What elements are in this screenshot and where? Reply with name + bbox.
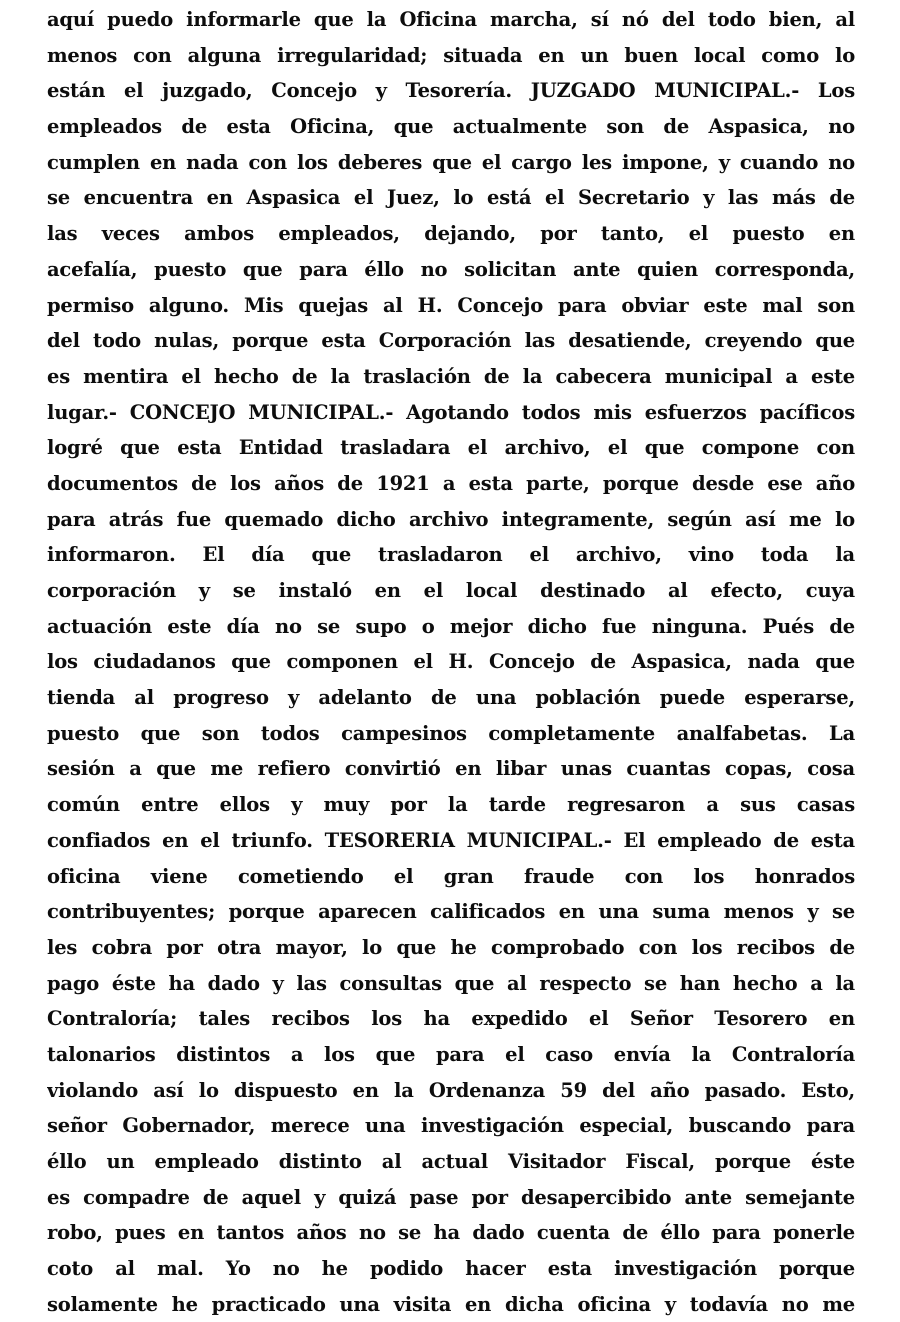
text-line: común entre ellos y muy por la tarde regresaron a sus casas	[47, 793, 855, 817]
text-line: cumplen en nada con los deberes que el cargo les impone, y cuando no	[47, 150, 855, 174]
text-line: permiso alguno. Mis quejas al H. Concejo para obviar este mal son	[47, 293, 855, 317]
text-line: confiados en el triunfo. TESORERIA MUNICIPAL.- El empleado de esta	[47, 828, 855, 852]
document-body	[47, 2, 855, 1322]
text-line: menos con alguna irregularidad; situada en un buen local como lo	[47, 43, 855, 67]
text-line: están el juzgado, Concejo y Tesorería. JUZGADO MUNICIPAL.- Los	[47, 79, 855, 103]
text-line: las veces ambos empleados, dejando, por tanto, el puesto en	[47, 222, 855, 246]
text-line: corporación y se instaló en el local destinado al efecto, cuya	[47, 579, 855, 602]
text-line: solamente he practicado una visita en dicha oficina y todavía no me	[47, 1292, 855, 1316]
text-line: logré que esta Entidad trasladara el archivo, el que compone con	[47, 436, 855, 460]
text-line: coto al mal. Yo no he podido hacer esta investigación porque	[47, 1257, 855, 1281]
text-line: talonarios distintos a los que para el caso envía la Contraloría	[47, 1042, 855, 1066]
text-line: aquí puedo informarle que la Oficina marcha, sí nó del todo bien, al	[47, 8, 855, 31]
text-line: los ciudadanos que componen el H. Concejo de Aspasica, nada que	[47, 650, 855, 674]
text-line: para atrás fue quemado dicho archivo integramente, según así me lo	[47, 507, 855, 531]
text-line: informaron. El día que trasladaron el archivo, vino toda la	[47, 543, 855, 567]
text-line: puesto que son todos campesinos completamente analfabetas. La	[47, 721, 855, 745]
text-line: les cobra por otra mayor, lo que he comprobado con los recibos de	[47, 935, 855, 959]
text-line: se encuentra en Aspasica el Juez, lo está el Secretario y las más de	[47, 186, 855, 210]
text-line: contribuyentes; porque aparecen calificados en una suma menos y se	[47, 900, 855, 924]
text-line: es compadre de aquel y quizá pase por desapercibido ante semejante	[47, 1185, 855, 1209]
text-line: señor Gobernador, merece una investigación especial, buscando para	[47, 1114, 855, 1138]
text-line: éllo un empleado distinto al actual Visitador Fiscal, porque éste	[47, 1150, 855, 1173]
text-line: actuación este día no se supo o mejor dicho fue ninguna. Pués de	[47, 614, 855, 638]
text-line: tienda al progreso y adelanto de una población puede esperarse,	[47, 686, 855, 710]
text-line: violando así lo dispuesto en la Ordenanza 59 del año pasado. Esto,	[47, 1078, 855, 1102]
text-line: Contraloría; tales recibos los ha expedido el Señor Tesorero en	[47, 1007, 855, 1031]
text-line: oficina viene cometiendo el gran fraude con los honrados	[47, 864, 855, 888]
text-line: pago éste ha dado y las consultas que al respecto se han hecho a la	[47, 971, 855, 995]
text-line: empleados de esta Oficina, que actualmente son de Aspasica, no	[47, 115, 855, 139]
text-line: lugar.- CONCEJO MUNICIPAL.- Agotando todos mis esfuerzos pacíficos	[47, 400, 855, 424]
text-line: es mentira el hecho de la traslación de la cabecera municipal a este	[47, 364, 855, 388]
text-line: sesión a que me refiero convirtió en libar unas cuantas copas, cosa	[47, 757, 855, 781]
text-line: robo, pues en tantos años no se ha dado cuenta de éllo para ponerle	[47, 1221, 855, 1245]
text-line: del todo nulas, porque esta Corporación las desatiende, creyendo que	[47, 329, 855, 353]
text-line: acefalía, puesto que para éllo no solicitan ante quien corresponda,	[47, 257, 855, 281]
text-line: documentos de los años de 1921 a esta parte, porque desde ese año	[47, 471, 855, 495]
